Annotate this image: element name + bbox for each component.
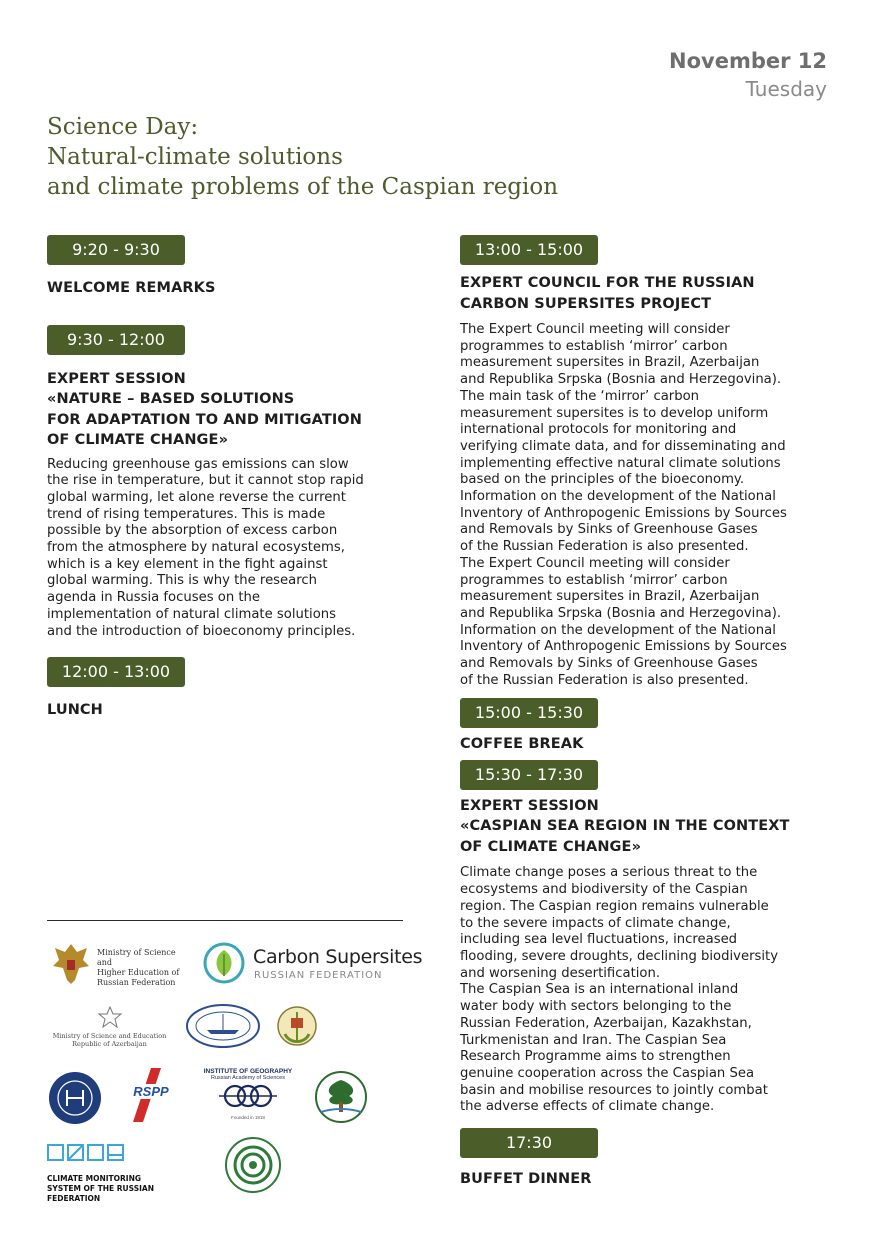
date-block	[669, 48, 827, 104]
session-heading: LUNCH	[47, 702, 103, 719]
text-line: international protocols for monitoring and	[460, 422, 737, 438]
logo-text-line: Russian Federation	[97, 978, 176, 987]
text-line: trend of rising temperatures. This is made	[47, 506, 326, 522]
time-badge: 13:00 - 15:00	[460, 235, 598, 265]
date-day: November 12	[669, 49, 827, 73]
logo-title: Carbon Supersites	[253, 946, 423, 968]
session-heading: COFFEE BREAK	[460, 736, 584, 753]
text-line: and Republika Srpska (Bosnia and Herzegovina).	[460, 372, 782, 388]
text-line: verifying climate data, and for disseminating and	[460, 438, 786, 454]
time-badge: 12:00 - 13:00	[47, 657, 185, 687]
logo-text-line: CLIMATE MONITORING	[47, 1174, 142, 1183]
climate-monitoring-logo	[47, 1144, 207, 1203]
text-line: flooding, severe droughts, declining biodiversity	[460, 948, 779, 964]
right-column	[460, 235, 822, 1190]
text-line: implementing effective natural climate solutions	[460, 455, 781, 471]
heading-line: FOR ADAPTATION TO AND MITIGATION	[47, 411, 362, 428]
session-description	[47, 457, 399, 641]
text-line: based on the principles of the bioeconomy.	[460, 472, 745, 488]
partner-logos	[47, 940, 423, 1203]
text-line: The Expert Council meeting will consider	[460, 322, 730, 337]
eagle-emblem-icon	[49, 940, 93, 988]
time-badge: 15:00 - 15:30	[460, 698, 598, 728]
text-line: and the introduction of bioeconomy principles.	[47, 623, 356, 639]
text-line: Russian Federation, Azerbaijan, Kazakhstan,	[460, 1015, 752, 1031]
ship-seal-icon	[185, 1004, 261, 1048]
ministry-ru-logo	[49, 940, 189, 988]
text-line: Research Programme aims to strengthen	[460, 1049, 731, 1065]
session-heading	[47, 369, 399, 451]
heading-line: OF CLIMATE CHANGE»	[47, 432, 229, 448]
text-line: ecosystems and biodiversity of the Caspian	[460, 882, 748, 898]
text-line: and Republika Srpska (Bosnia and Herzegovina).	[460, 605, 782, 621]
text-line: and Removals by Sinks of Greenhouse Gases	[460, 656, 758, 672]
time-badge: 17:30	[460, 1128, 598, 1158]
session-heading: WELCOME REMARKS	[47, 280, 216, 296]
logo-text-line: SYSTEM OF THE RUSSIAN FEDERATION	[47, 1184, 154, 1203]
leaf-icon	[203, 942, 245, 984]
forest-institute-logo	[313, 1070, 369, 1124]
text-line: global warming. This is why the research	[47, 573, 317, 589]
rspp-logo	[121, 1066, 181, 1124]
text-line: Inventory of Anthropogenic Emissions by Sources	[460, 505, 787, 521]
text-line: region. The Caspian region remains vulnerable	[460, 898, 769, 914]
text-line: water body with sectors belonging to the	[460, 999, 732, 1015]
text-line: genuine cooperation across the Caspian Sea	[460, 1065, 755, 1081]
logo-text-line: Higher Education of	[97, 968, 180, 977]
text-line: the rise in temperature, but it cannot stop rapid	[47, 473, 364, 489]
time-badge: 9:20 - 9:30	[47, 235, 185, 265]
text-line: The main task of the ‘mirror’ carbon	[460, 388, 699, 404]
text-line: Turkmenistan and Iran. The Caspian Sea	[460, 1032, 727, 1048]
title-line-2: Natural-climate solutions	[47, 144, 343, 170]
session-heading: BUFFET DINNER	[460, 1171, 592, 1188]
text-line: The Expert Council meeting will consider	[460, 555, 730, 571]
text-line: programmes to establish ‘mirror’ carbon	[460, 572, 728, 588]
spiral-seal-icon	[223, 1136, 283, 1194]
text-line: Climate change poses a serious threat to the	[460, 865, 758, 881]
title-line-1: Science Day:	[47, 114, 199, 140]
session-description	[460, 865, 822, 1116]
time-badge: 15:30 - 17:30	[460, 760, 598, 790]
logo-title: RSPP	[125, 1084, 177, 1099]
text-line: agenda in Russia focuses on the	[47, 590, 261, 606]
text-line: including sea level fluctuations, increased	[460, 932, 738, 948]
text-line: from the atmosphere by natural ecosystems,	[47, 540, 345, 556]
text-line: measurement supersites in Brazil, Azerbaijan	[460, 589, 760, 605]
text-line: The Caspian Sea is an international inland	[460, 982, 739, 998]
star-emblem-icon	[97, 1006, 123, 1028]
institute-geography-logo	[203, 1068, 293, 1124]
logo-text-line: Ministry of Science and	[97, 948, 176, 967]
green-spiral-logo	[223, 1136, 283, 1194]
heading-line: «CASPIAN SEA REGION IN THE CONTEXT	[460, 818, 790, 835]
rings-icon	[203, 1081, 293, 1111]
logo-text-line: Republic of Azerbaijan	[72, 1040, 147, 1048]
text-line: of the Russian Federation is also presented.	[460, 672, 749, 688]
text-line: measurement supersites is to develop uniform	[460, 405, 769, 421]
text-line: and Removals by Sinks of Greenhouse Gases	[460, 522, 758, 538]
logo-text-line: Ministry of Science and Education	[52, 1032, 167, 1040]
session-description	[460, 322, 822, 689]
text-line: the adverse effects of climate change.	[460, 1099, 715, 1115]
academy-seal-logo	[185, 1004, 261, 1048]
wheat-emblem-icon	[275, 1004, 319, 1050]
logo-title: INSTITUTE OF GEOGRAPHY	[203, 1068, 293, 1075]
text-line: basin and mobilise resources to jointly combat	[460, 1082, 768, 1098]
session-heading	[460, 273, 822, 314]
text-line: Reducing greenhouse gas emissions can slow	[47, 456, 349, 472]
text-line: programmes to establish ‘mirror’ carbon	[460, 338, 728, 354]
heading-line: EXPERT SESSION	[460, 797, 599, 814]
left-column	[47, 235, 399, 721]
heading-line: «NATURE – BASED SOLUTIONS	[47, 391, 295, 407]
page-title	[47, 112, 687, 202]
hse-university-logo	[47, 1070, 103, 1126]
date-weekday: Tuesday	[745, 77, 827, 101]
heading-line: EXPERT COUNCIL FOR THE RUSSIAN	[460, 275, 755, 291]
session-heading	[460, 796, 822, 858]
text-line: implementation of natural climate solutions	[47, 606, 336, 622]
title-line-3: and climate problems of the Caspian region	[47, 174, 559, 200]
time-badge: 9:30 - 12:00	[47, 325, 185, 355]
ministry-az-logo	[47, 1006, 172, 1046]
text-line: Information on the development of the National	[460, 489, 776, 505]
divider	[47, 920, 403, 921]
text-line: measurement supersites in Brazil, Azerbaijan	[460, 355, 760, 371]
text-line: global warming, let alone reverse the current	[47, 489, 346, 505]
carbon-supersites-logo	[203, 942, 423, 986]
logo-note: Founded in 1918	[231, 1115, 265, 1120]
agro-emblem-logo	[275, 1004, 319, 1050]
logo-subtitle: RUSSIAN FEDERATION	[254, 970, 383, 981]
heading-line: CARBON SUPERSITES PROJECT	[460, 295, 712, 312]
text-line: which is a key element in the fight against	[47, 556, 328, 572]
text-line: possible by the absorption of excess carbon	[47, 523, 338, 539]
text-line: to the severe impacts of climate change,	[460, 915, 731, 931]
text-line: Inventory of Anthropogenic Emissions by Sources	[460, 639, 787, 655]
heading-line: OF CLIMATE CHANGE»	[460, 838, 642, 855]
text-line: Information on the development of the National	[460, 622, 776, 638]
logo-subtitle: Russian Academy of Sciences	[211, 1075, 285, 1081]
heading-line: EXPERT SESSION	[47, 370, 186, 387]
hse-seal-icon	[47, 1070, 103, 1126]
monitoring-squares-icon	[47, 1144, 127, 1162]
text-line: of the Russian Federation is also presented.	[460, 539, 749, 555]
text-line: and worsening desertification.	[460, 965, 661, 981]
tree-seal-icon	[313, 1070, 369, 1124]
